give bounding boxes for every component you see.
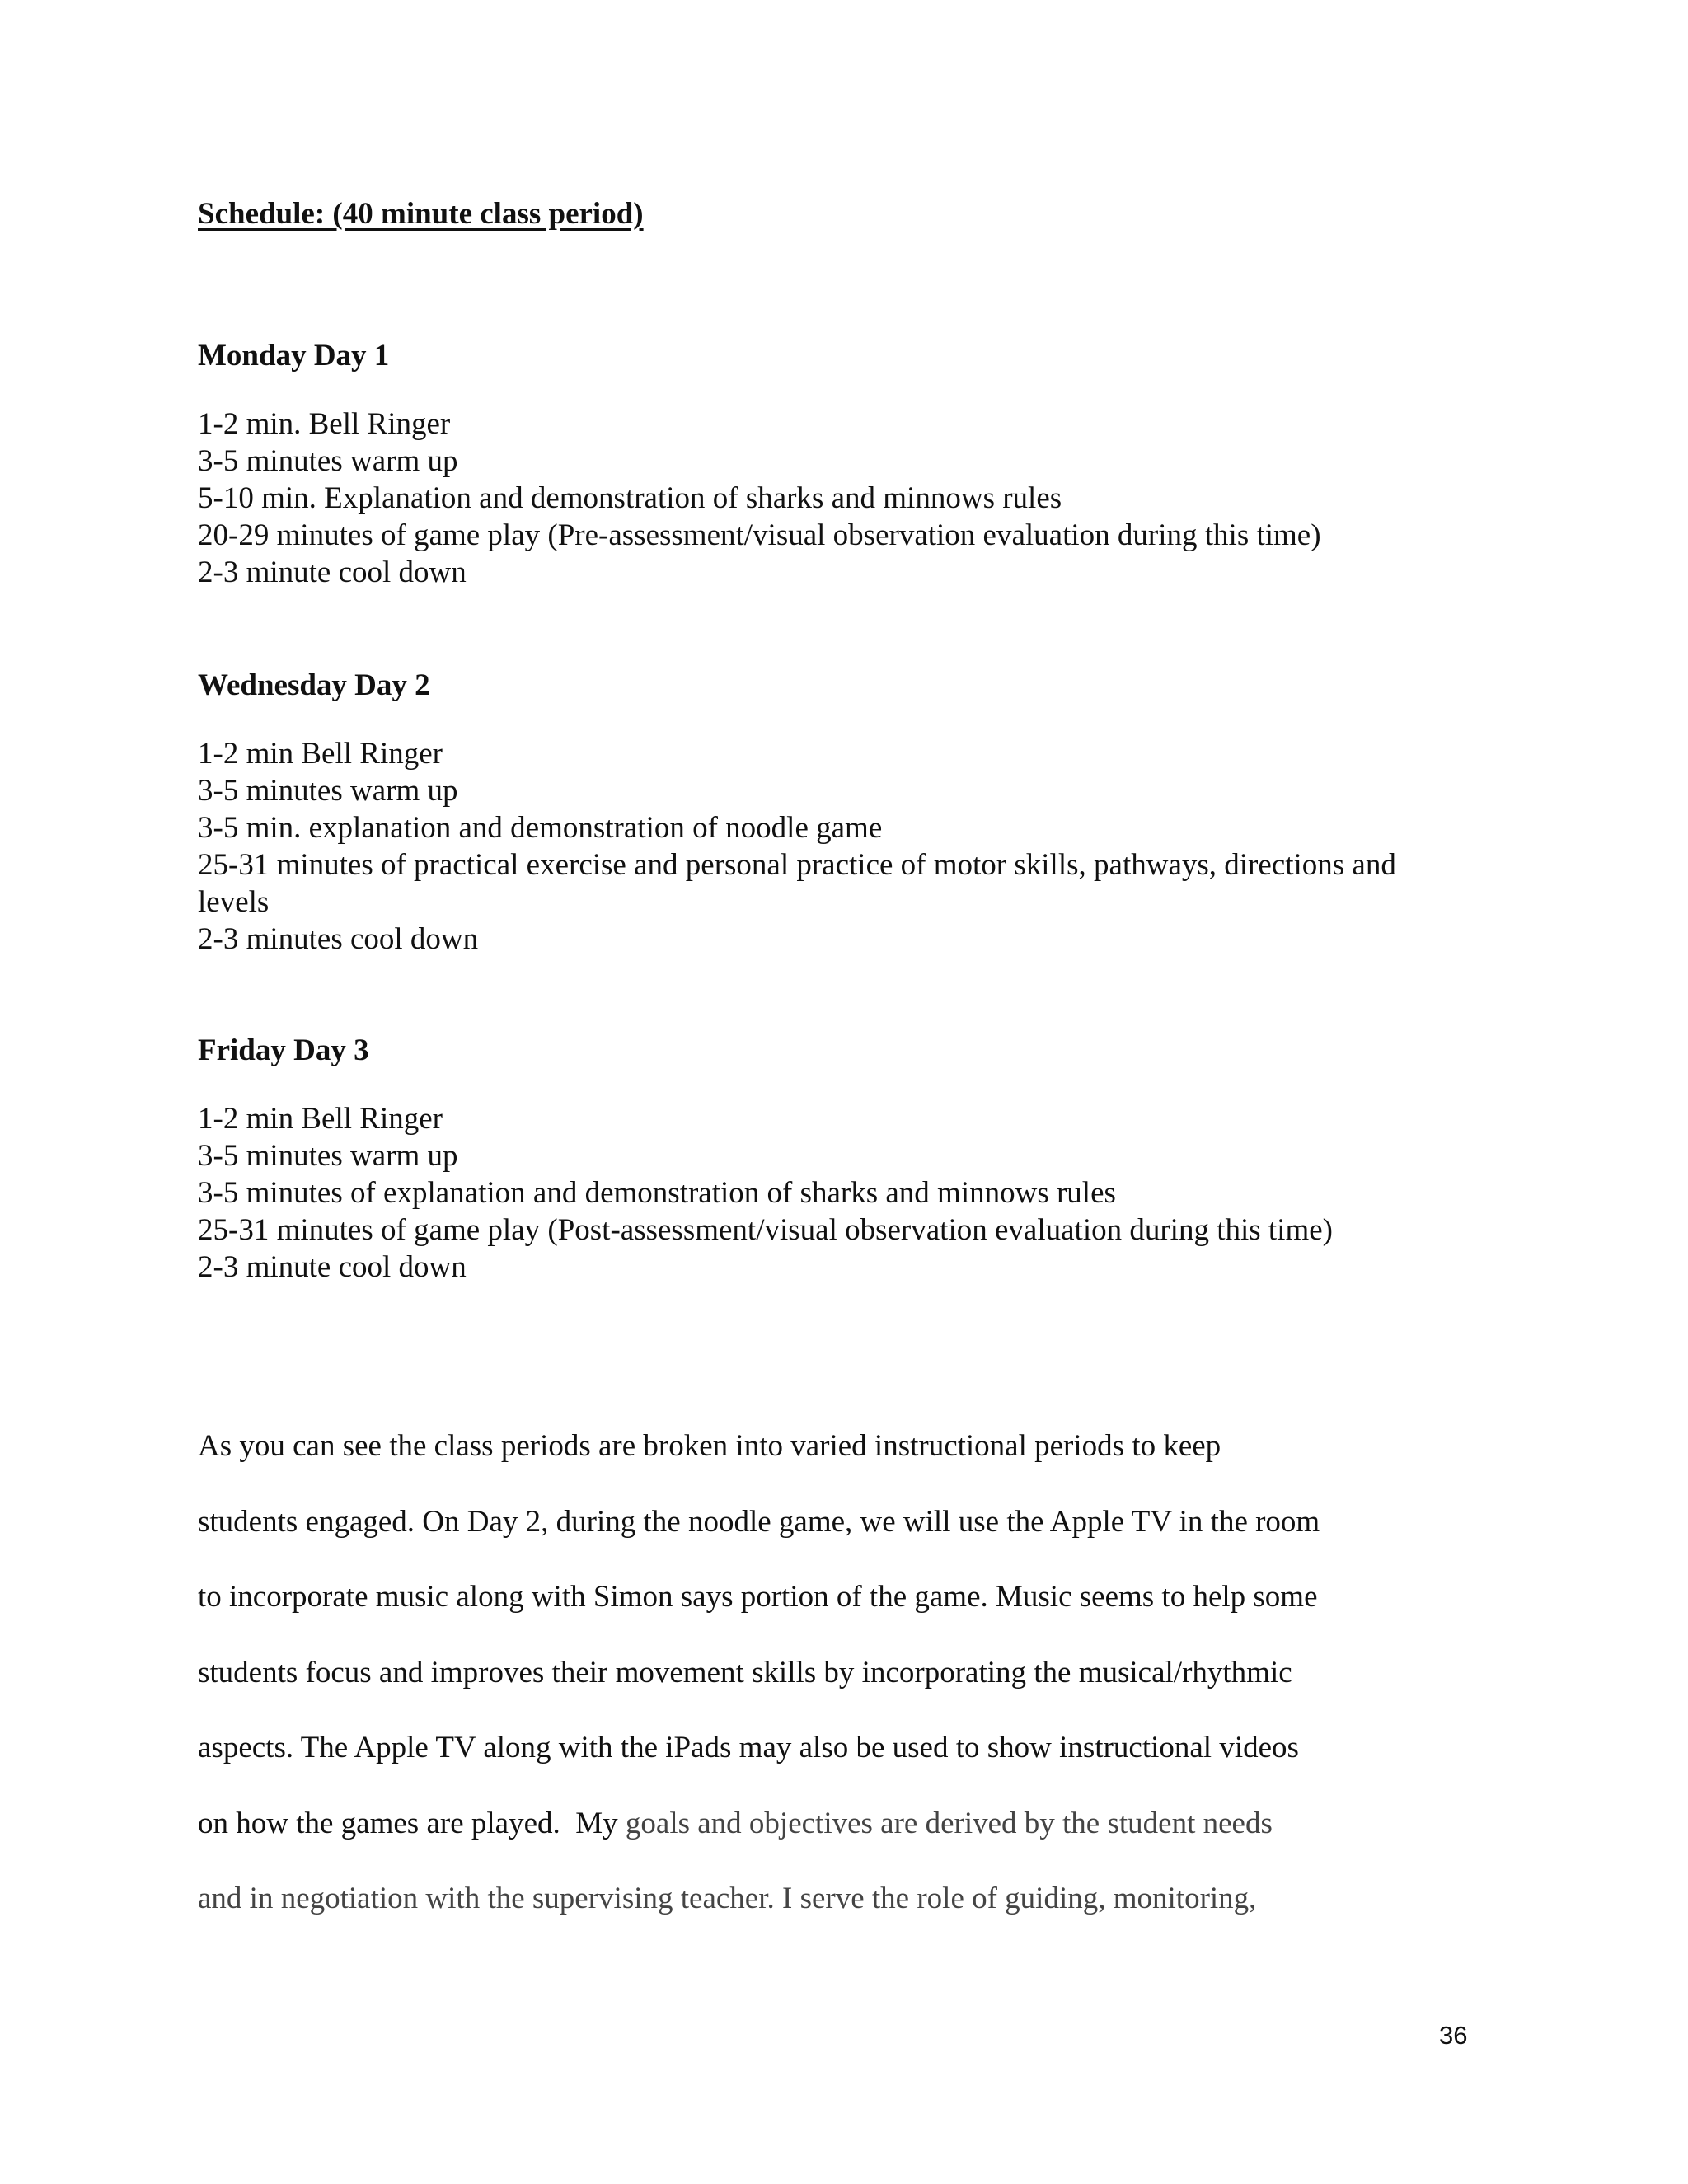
day-title: Monday Day 1: [198, 339, 390, 373]
paragraph-line: and in negotiation with the supervising teacher. I serve the role of guiding, monitoring,: [198, 1882, 1257, 1915]
schedule-line: 5-10 min. Explanation and demonstration of sharks and minnows rules: [198, 481, 1062, 515]
day-section-wednesday: [198, 668, 1434, 958]
page-number: 36: [1439, 2021, 1468, 2050]
paragraph-line: students focus and improves their movement skills by incorporating the musical/rhythmic: [198, 1655, 1292, 1690]
schedule-line: 3-5 minutes warm up: [198, 774, 458, 808]
day-section-monday: [198, 338, 1434, 591]
schedule-line: 2-3 minutes cool down: [198, 922, 479, 956]
schedule-line: 1-2 min. Bell Ringer: [198, 407, 451, 441]
schedule-line: 25-31 minutes of practical exercise and personal practice of motor skills, pathways, directions and levels: [198, 848, 1396, 919]
paragraph-line: students engaged. On Day 2, during the noodle game, we will use the Apple TV in the room: [198, 1504, 1320, 1539]
schedule-line: 1-2 min Bell Ringer: [198, 1102, 443, 1136]
schedule-line: 1-2 min Bell Ringer: [198, 737, 443, 771]
schedule-line: 3-5 min. explanation and demonstration of noodle game: [198, 811, 883, 845]
paragraph-text: goals and objectives are derived by the student needs: [625, 1806, 1273, 1840]
paragraph-line: to incorporate music along with Simon says portion of the game. Music seems to help some: [198, 1580, 1318, 1614]
schedule-line: 3-5 minutes warm up: [198, 444, 458, 478]
schedule-line: 2-3 minute cool down: [198, 1250, 467, 1284]
body-paragraph: [198, 1428, 1451, 1957]
schedule-heading: Schedule: (40 minute class period): [198, 197, 644, 231]
schedule-list: [198, 735, 1434, 958]
paragraph-line: aspects. The Apple TV along with the iPads may also be used to show instructional videos: [198, 1731, 1299, 1765]
schedule-list: [198, 405, 1434, 591]
schedule-line: 3-5 minutes of explanation and demonstration of sharks and minnows rules: [198, 1176, 1116, 1210]
paragraph-line: [198, 1806, 1451, 1882]
paragraph-text: on how the games are played. My: [198, 1806, 626, 1840]
schedule-line: 2-3 minute cool down: [198, 555, 467, 589]
day-title: Wednesday Day 2: [198, 668, 430, 702]
schedule-line: 20-29 minutes of game play (Pre-assessment/visual observation evaluation during this time): [198, 518, 1321, 552]
schedule-line: 25-31 minutes of game play (Post-assessment/visual observation evaluation during this time): [198, 1213, 1333, 1247]
day-section-friday: [198, 1033, 1434, 1286]
paragraph-line: As you can see the class periods are broken into varied instructional periods to keep: [198, 1429, 1221, 1463]
schedule-list: [198, 1100, 1434, 1286]
schedule-line: 3-5 minutes warm up: [198, 1139, 458, 1173]
day-title: Friday Day 3: [198, 1033, 369, 1067]
